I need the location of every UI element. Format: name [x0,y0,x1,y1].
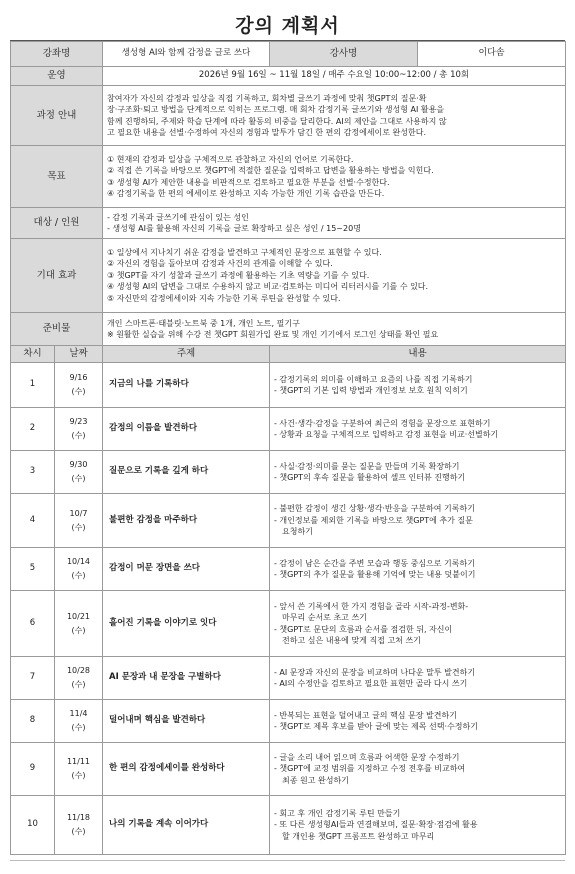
header-content: 내용 [270,346,566,363]
session-date: 11/11 (수) [55,743,103,796]
session-number: 5 [11,548,55,591]
session-date: 11/4 (수) [55,700,103,743]
target-label: 대상 / 인원 [11,208,103,239]
lesson-plan-table [10,41,566,855]
header-session: 차시 [11,346,55,363]
overview-line: 함께 진행하되, 주제와 학습 단계에 따라 활동의 비중을 달리한다. AI의 제안을 그대로 사용하지 않 [107,116,447,126]
goal-item: ④ 감정기록을 한 편의 에세이로 완성하고 지속 가능한 개인 기록 습관을 만든다. [107,189,385,198]
session-topic: 감정의 이름을 발견하다 [103,408,270,451]
goal-item: ③ 생성형 AI가 제안한 내용을 비판적으로 검토하고 필요한 부분을 선별·수정한다. [107,177,390,187]
table-row [11,591,566,657]
effect-item: ③ 챗GPT를 자기 성찰과 글쓰기 과정에 활용하는 기초 역량을 기를 수 있다. [107,270,370,280]
schedule-label: 운영 [11,67,103,86]
document-title: 강의 계획서 [235,15,340,37]
table-row [11,743,566,796]
session-date: 10/28 (수) [55,657,103,700]
session-content: - 앞서 쓴 기록에서 한 가지 경험을 골라 시작-과정-변화- 마무리 순서로 초고 쓰기 - 챗GPT로 문단의 흐름과 순서를 점검한 뒤, 자신이 전하고 싶은 내용에 맞게 직접 고쳐 쓰기 [270,591,566,657]
materials-text [103,313,566,346]
effect-item: ④ 생성형 AI의 답변을 그대로 수용하지 않고 비교·검토하는 미디어 리터러시를 기를 수 있다. [107,282,429,292]
session-date: 10/14 (수) [55,548,103,591]
effects-label: 기대 효과 [11,239,103,313]
overview-label: 과정 안내 [11,86,103,146]
session-date: 9/30 (수) [55,451,103,494]
table-row [11,494,566,548]
instructor-value: 이다솜 [418,42,566,67]
session-topic: AI 문장과 내 문장을 구별하다 [103,657,270,700]
schedule-value: 2026년 9월 16일 ~ 11월 18일 / 매주 수요일 10:00~12:00 / 총 10회 [103,67,566,86]
session-content: - 감정이 남은 순간을 주변 모습과 행동 중심으로 기록하기 - 챗GPT의 추가 질문을 활용해 기억에 맞는 내용 덧붙이기 [270,548,566,591]
session-topic: 덜어내며 핵심을 발견하다 [103,700,270,743]
session-number: 1 [11,363,55,408]
session-content: - AI 문장과 자신의 문장을 비교하며 나다운 말투 발견하기 - AI의 수정안을 검토하고 필요한 표현만 골라 다시 쓰기 [270,657,566,700]
overview-line: 참여자가 자신의 감정과 일상을 직접 기록하고, 회차별 글쓰기 과정에 맞춰 챗GPT의 질문·확 [107,93,427,103]
course-label: 강좌명 [11,42,103,67]
target-line: - 감정 기록과 글쓰기에 관심이 있는 성인 [107,212,249,222]
materials-line: 개인 스마트폰·태블릿·노트북 중 1개, 개인 노트, 필기구 [107,318,300,328]
session-topic: 불편한 감정을 마주하다 [103,494,270,548]
table-row [11,451,566,494]
materials-label: 준비물 [11,313,103,346]
session-content: - 불편한 감정이 생긴 상황·생각·반응을 구분하여 기록하기 - 개인정보를 제외한 기록을 바탕으로 챗GPT에 추가 질문 요청하기 [270,494,566,548]
session-number: 6 [11,591,55,657]
session-content: - 회고 후 개인 감정기록 루틴 만들기 - 또 다른 생성형AI들과 연결해보며, 질문·확장·점검에 활용 할 개인용 챗GPT 프롬프트 완성하고 마무리 [270,796,566,855]
instructor-label: 강사명 [270,42,418,67]
session-number: 8 [11,700,55,743]
overview-line: 장·구조화·퇴고 방법을 단계적으로 익히는 프로그램. 매 회차 감정기록 글쓰기와 생성형 AI 활용을 [107,105,445,114]
session-content: - 글을 소리 내어 읽으며 흐름과 어색한 문장 수정하기 - 챗GPT에 교정 범위를 지정하고 수정 전후를 비교하여 최종 원고 완성하기 [270,743,566,796]
goals-list [103,146,566,208]
target-line: - 생성형 AI를 활용해 자신의 기록을 글로 확장하고 싶은 성인 / 15~20명 [107,224,361,233]
effect-item: ⑤ 자신만의 감정에세이와 지속 가능한 기록 루틴을 완성할 수 있다. [107,293,341,303]
session-date: 9/23 (수) [55,408,103,451]
effect-item: ① 일상에서 지나치기 쉬운 감정을 발견하고 구체적인 문장으로 표현할 수 있다. [107,247,382,257]
session-date: 11/18 (수) [55,796,103,855]
goal-item: ① 현재의 감정과 일상을 구체적으로 관찰하고 자신의 언어로 기록한다. [107,154,354,164]
session-topic: 나의 기록을 계속 이어가다 [103,796,270,855]
session-content: - 반복되는 표현을 덜어내고 글의 핵심 문장 발견하기 - 챗GPT로 제목 후보를 받아 글에 맞는 제목 선택·수정하기 [270,700,566,743]
effect-item: ② 자신의 경험을 돌아보며 감정과 사건의 관계를 이해할 수 있다. [107,259,333,269]
session-number: 10 [11,796,55,855]
session-date: 10/21 (수) [55,591,103,657]
session-date: 9/16 (수) [55,363,103,408]
session-topic: 지금의 나를 기록하다 [103,363,270,408]
overview-line: 고 필요한 내용을 선별·수정하여 자신의 경험과 말투가 담긴 한 편의 감정에세이로 완성한다. [107,128,426,137]
page-bottom-divider [10,860,565,861]
target-text [103,208,566,239]
session-topic: 한 편의 감정에세이를 완성하다 [103,743,270,796]
effects-list [103,239,566,313]
session-number: 4 [11,494,55,548]
table-row [11,657,566,700]
table-row [11,700,566,743]
course-value: 생성형 AI와 함께 감정을 글로 쓰다 [103,42,270,67]
table-row [11,796,566,855]
session-date: 10/7 (수) [55,494,103,548]
session-topic: 질문으로 기록을 깊게 하다 [103,451,270,494]
session-topic: 흩어진 기록을 이야기로 잇다 [103,591,270,657]
session-content: - 감정기록의 의미를 이해하고 요즘의 나를 직접 기록하기 - 챗GPT의 기본 입력 방법과 개인정보 보호 원칙 익히기 [270,363,566,408]
session-content: - 사건·생각·감정을 구분하여 최근의 경험을 문장으로 표현하기 - 상황과 요청을 구체적으로 입력하고 감정 표현을 비교·선별하기 [270,408,566,451]
goal-item: ② 직접 쓴 기록을 바탕으로 챗GPT에 적절한 질문을 입력하고 답변을 활용하는 방법을 익힌다. [107,166,434,175]
table-row [11,408,566,451]
goals-label: 목표 [11,146,103,208]
session-number: 7 [11,657,55,700]
session-number: 3 [11,451,55,494]
table-row [11,548,566,591]
overview-text [103,86,566,146]
header-date: 날짜 [55,346,103,363]
session-topic: 감정이 머문 장면을 쓰다 [103,548,270,591]
table-row [11,363,566,408]
session-number: 9 [11,743,55,796]
materials-line: ※ 원활한 실습을 위해 수강 전 챗GPT 회원가입 완료 및 개인 기기에서 로그인 상태를 확인 필요 [107,330,439,339]
header-topic: 주제 [103,346,270,363]
session-number: 2 [11,408,55,451]
session-content: - 사실·감정·의미를 묻는 질문을 만들며 기록 확장하기 - 챗GPT의 후속 질문을 활용하여 셀프 인터뷰 진행하기 [270,451,566,494]
